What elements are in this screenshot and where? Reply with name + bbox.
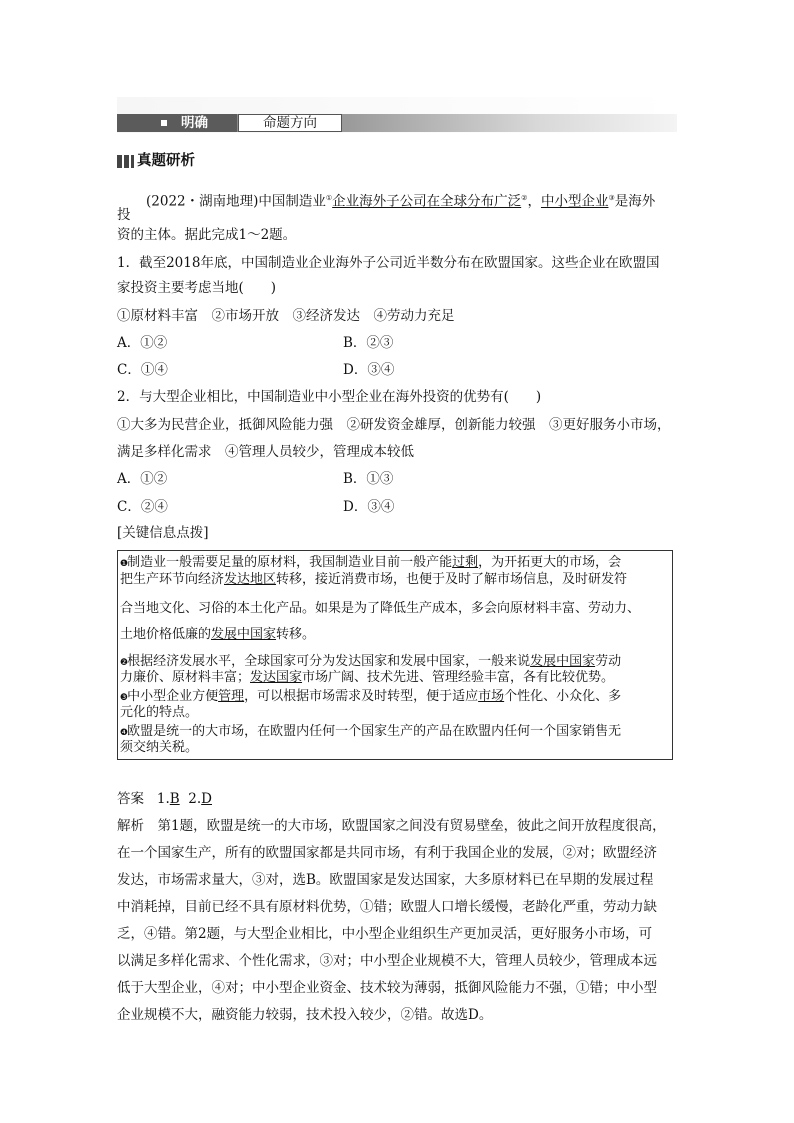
key-info-p1-line-2: 把生产环节向经济发达地区转移，接近消费市场，也便于及时了解市场信息，及时研发符 [120, 572, 628, 587]
key-info-p3-line-1: ❸中小型企业方便管理，可以根据市场需求及时转型，便于适应市场个性化、小众化、多 [120, 689, 622, 704]
q1-option-c: C．①④ [117, 362, 168, 378]
q1-option-d: D．③④ [343, 362, 395, 378]
q1-stem-line-1: 1．截至2018年底，中国制造业企业海外子公司近半数分布在欧盟国家。这些企业在欧盟国 [117, 255, 660, 271]
intro-line-3: 资的主体。据此完成1～2题。 [117, 227, 297, 243]
key-info-p1-line-3: 合当地文化、习俗的本土化产品。如果是为了降低生产成本，多会向原材料丰富、劳动力、 [120, 601, 641, 616]
key-info-label: [关键信息点拨] [117, 525, 209, 541]
intro-line-1: (2022・湖南地理)中国制造业①企业海外子公司在全球分布广泛②，中小型企业③是海外 [146, 193, 656, 210]
q2-stem-line-1: 2．与大型企业相比，中国制造业中小型企业在海外投资的优势有( ) [117, 389, 542, 405]
key-info-p4-line-2: 须交纳关税。 [120, 740, 199, 755]
key-info-p2-line-1: ❷根据经济发展水平，全球国家可分为发达国家和发展中国家，一般来说发展中国家劳动 [120, 654, 622, 669]
analysis-line: 企业规模不大，融资能力较弱，技术投入较少，②错。故选D。 [117, 1007, 493, 1023]
analysis-line: 中消耗掉，目前已经不具有原材料优势，①错；欧盟人口增长缓慢，老龄化严重，劳动力缺 [117, 899, 657, 915]
header-tab-secondary: 命题方向 [238, 114, 342, 132]
intro-line-2: 投 [117, 207, 131, 223]
key-info-p2-line-2: 力廉价、原材料丰富；发达国家市场广阔、技术先进、管理经验丰富，各有比较优势。 [120, 670, 615, 685]
q2-option-b: B．①③ [343, 471, 394, 487]
q1-stem-line-2: 家投资主要考虑当地( ) [117, 280, 277, 296]
answer-line: 答案 1.B 2.D [117, 791, 212, 807]
analysis-line: 低于大型企业，④对；中小型企业资金、技术较为薄弱，抵御风险能力不强，①错；中小型 [117, 980, 657, 996]
header-tab-primary [117, 114, 237, 132]
key-info-p1-line-4: 土地价格低廉的发展中国家转移。 [120, 627, 316, 642]
q2-stem-line-2: ①大多为民营企业，抵御风险能力强 ②研发资金雄厚，创新能力较强 ③更好服务小市场， [117, 417, 671, 433]
q1-option-a: A．①② [117, 335, 168, 351]
key-info-p3-line-2: 元化的特点。 [120, 705, 199, 720]
analysis-line: 以满足多样化需求、个性化需求，③对；中小型企业规模不大，管理人员较少，管理成本远 [117, 953, 657, 969]
analysis-line: 在一个国家生产，所有的欧盟国家都是共同市场，有利于我国企业的发展，②对；欧盟经济 [117, 845, 657, 861]
analysis-line: 乏，④错。第2题，与大型企业相比，中小型企业组织生产更加灵活，更好服务小市场，可 [117, 926, 653, 942]
q2-option-a: A．①② [117, 471, 168, 487]
key-info-p4-line-1: ❹欧盟是统一的大市场，在欧盟内任何一个国家生产的产品在欧盟内任何一个国家销售无 [120, 724, 622, 739]
key-info-p1-line-1: ❶制造业一般需要足量的原材料，我国制造业目前一般产能过剩，为开拓更大的市场，会 [120, 555, 622, 570]
analysis-line: 解析 第1题，欧盟是统一的大市场，欧盟国家之间没有贸易壁垒，彼此之间开放程度很高， [117, 818, 666, 834]
q1-option-b: B．②③ [343, 335, 394, 351]
q2-stem-line-3: 满足多样化需求 ④管理人员较少，管理成本较低 [117, 444, 414, 460]
analysis-line: 发达，市场需求量大，③对，选B。欧盟国家是发达国家，大多原材料已在早期的发展过程 [117, 872, 654, 888]
q1-choices: ①原材料丰富 ②市场开放 ③经济发达 ④劳动力充足 [117, 308, 455, 324]
section-title: 真题研析 [137, 153, 195, 169]
header-tab-primary-label: 明确 [181, 115, 208, 131]
q2-option-c: C．②④ [117, 499, 168, 515]
square-bullet-icon [161, 120, 167, 126]
q2-option-d: D．③④ [343, 499, 395, 515]
